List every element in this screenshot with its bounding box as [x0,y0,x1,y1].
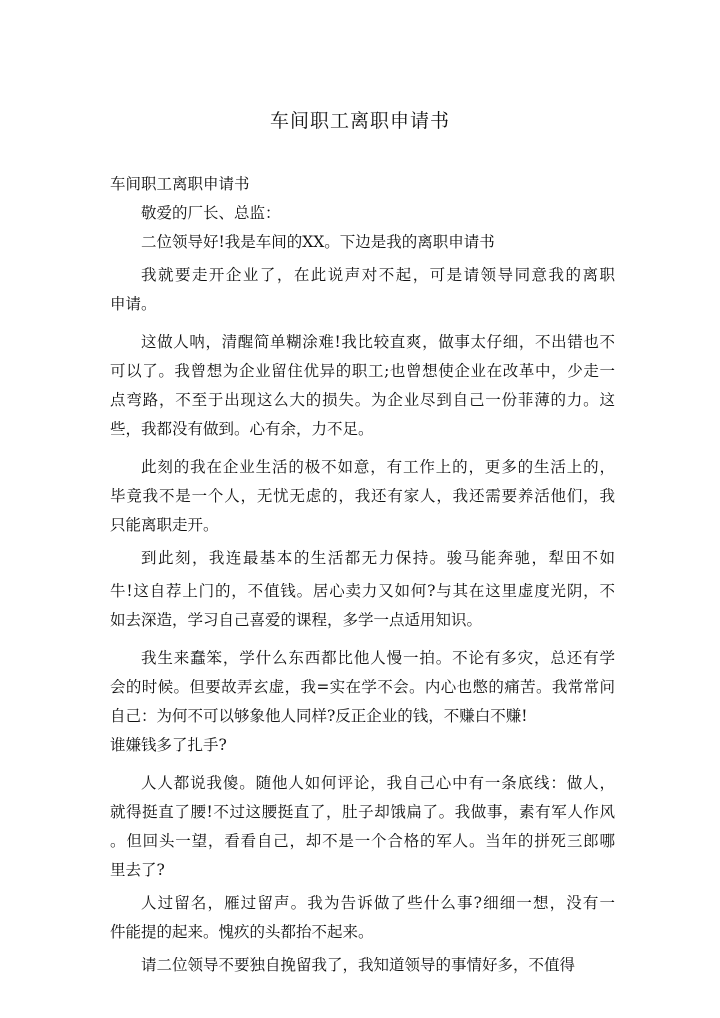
paragraph-line: 我生来蠢笨，学什么东西都比他人慢一拍。不论有多灾，总还有学 [141,649,615,667]
paragraph-line: 此刻的我在企业生活的极不如意，有工作上的，更多的生活上的， [141,458,615,476]
paragraph-line: 件能提的起来。愧疚的头都抬不起来。 [110,923,374,941]
paragraph-line: 如去深造，学习自己喜爱的课程，多学一点适用知识。 [110,611,483,629]
paragraph-line: 我就要走开企业了，在此说声对不起，可是请领导同意我的离职 [141,266,615,284]
paragraph-line: 谁嫌钱多了扎手? [110,736,227,754]
greeting-line: 二位领导好!我是车间的XX。下边是我的离职申请书 [141,233,495,251]
paragraph-line: 人人都说我傻。随他人如何评论，我自己心中有一条底线：做人， [141,774,615,792]
paragraph-line: 可以了。我曾想为企业留住优异的职工;也曾想使企业在改革中，少走一 [110,362,615,380]
paragraph-line: 。但回头一望，看看自己，却不是一个合格的军人。当年的拼死三郎哪 [110,832,615,850]
paragraph-line: 自己：为何不可以够象他人同样?反正企业的钱，不赚白不赚! [110,707,528,725]
paragraph-line: 这做人呐，清醒简单糊涂难!我比较直爽，做事太仔细，不出错也不 [141,333,615,351]
paragraph-line: 里去了? [110,861,165,879]
paragraph-line: 会的时候。但要故弄玄虚，我=实在学不会。内心也憋的痛苦。我常常问 [110,678,615,696]
paragraph-line: 牛!这自荐上门的，不值钱。居心卖力又如何?与其在这里虚度光阴，不 [110,582,615,600]
paragraph-line: 只能离职走开。 [110,516,219,534]
paragraph-line: 毕竟我不是一个人，无忧无虑的，我还有家人，我还需要养活他们，我 [110,487,615,505]
paragraph-line: 点弯路，不至于出现这么大的损失。为企业尽到自己一份菲薄的力。这 [110,391,615,409]
paragraph-line: 到此刻，我连最基本的生活都无力保持。骏马能奔驰，犁田不如 [141,549,615,567]
paragraph-line: 就得挺直了腰!不过这腰挺直了，肚子却饿扁了。我做事，素有军人作风 [110,803,615,821]
document-body [110,170,615,980]
subject-line: 车间职工离职申请书 [110,175,250,193]
salutation: 敬爱的厂长、总监： [141,204,281,222]
paragraph-line: 申请。 [110,295,157,313]
document-title: 车间职工离职申请书 [269,110,450,132]
paragraph-line: 请二位领导不要独自挽留我了，我知道领导的事情好多，不值得 [141,956,576,974]
paragraph-line: 些，我都没有做到。心有余，力不足。 [110,420,374,438]
paragraph-line: 人过留名，雁过留声。我为告诉做了些什么事?细细一想，没有一 [141,894,615,912]
